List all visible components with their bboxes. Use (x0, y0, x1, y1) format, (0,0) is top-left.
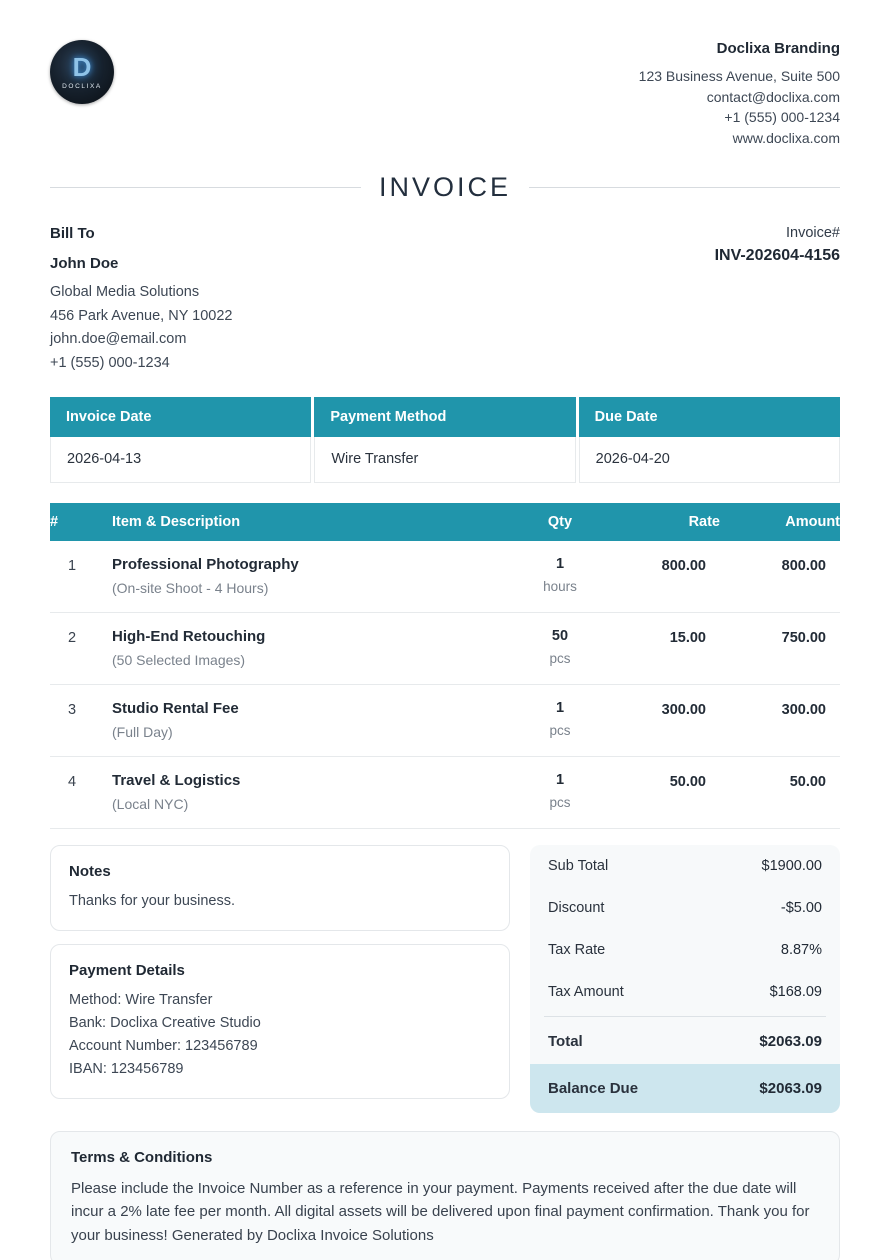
table-row (50, 685, 840, 757)
total-row (530, 1019, 840, 1064)
item-qty: 50 (551, 628, 569, 644)
bill-to-company: Global Media Solutions (50, 284, 200, 300)
item-qty-cell (505, 628, 615, 666)
table-row (50, 541, 840, 613)
company-info (639, 40, 840, 148)
tax-amount-row (530, 971, 840, 1013)
totals-divider (544, 1016, 826, 1017)
terms-title: Terms & Conditions (71, 1149, 213, 1166)
terms-panel (50, 1131, 840, 1260)
meta-value-payment-method: Wire Transfer (314, 437, 575, 483)
item-qty: 1 (555, 556, 565, 572)
item-amount: 800.00 (781, 558, 826, 574)
line-items-table (50, 503, 840, 829)
logo-d-icon: D (72, 52, 92, 82)
meta-value-due-date: 2026-04-20 (579, 437, 840, 483)
items-table-header (50, 503, 840, 541)
item-qty: 1 (555, 772, 565, 788)
payment-method-line: Method: Wire Transfer (69, 992, 213, 1008)
total-value: $2063.09 (759, 1033, 822, 1050)
tax-amount-value: $168.09 (769, 984, 822, 1000)
company-address: 123 Business Avenue, Suite 500 (638, 68, 840, 84)
item-name: Professional Photography (112, 556, 299, 573)
balance-due-value: $2063.09 (759, 1080, 822, 1097)
notes-panel (50, 845, 510, 931)
item-description-cell (112, 556, 505, 596)
discount-label: Discount (548, 900, 605, 916)
discount-row (530, 887, 840, 929)
item-unit: pcs (549, 651, 571, 666)
company-name: Doclixa Branding (716, 40, 840, 57)
item-rate: 50.00 (669, 774, 706, 790)
item-number: 1 (68, 558, 77, 574)
payment-details-title: Payment Details (69, 962, 185, 979)
company-email: contact@doclixa.com (706, 88, 840, 105)
invoice-number-block (715, 225, 840, 375)
title-row (50, 172, 840, 203)
total-label: Total (548, 1033, 583, 1050)
balance-due-label: Balance Due (548, 1080, 639, 1097)
title-rule-left (50, 187, 361, 188)
company-logo (50, 40, 114, 104)
item-desc: (On-site Shoot - 4 Hours) (112, 580, 269, 596)
item-number: 2 (68, 630, 77, 646)
item-name: High-End Retouching (112, 628, 266, 645)
item-qty-cell (505, 772, 615, 810)
item-name: Travel & Logistics (112, 772, 241, 789)
item-qty: 1 (555, 700, 565, 716)
notes-body: Thanks for your business. (69, 893, 236, 909)
header (50, 40, 840, 148)
item-unit: pcs (549, 795, 571, 810)
item-desc: (Local NYC) (112, 796, 189, 812)
item-unit: pcs (549, 723, 571, 738)
item-description-cell (112, 700, 505, 740)
logo-wordmark: DOCLIXA (62, 83, 102, 90)
bill-to-email: john.doe@email.com (50, 331, 187, 347)
totals-panel (530, 845, 840, 1113)
subtotal-label: Sub Total (548, 858, 609, 874)
payment-bank-line: Bank: Doclixa Creative Studio (69, 1015, 261, 1031)
payment-iban-line: IBAN: 123456789 (69, 1061, 184, 1077)
item-qty-cell (505, 700, 615, 738)
items-header-amount: Amount (785, 514, 840, 530)
invoice-meta-table (50, 397, 840, 483)
tax-amount-label: Tax Amount (548, 984, 624, 1000)
balance-due-row (530, 1064, 840, 1113)
item-description-cell (112, 772, 505, 812)
tax-rate-value: 8.87% (780, 942, 822, 958)
item-rate: 15.00 (669, 630, 706, 646)
item-amount: 50.00 (789, 774, 826, 790)
title-rule-right (529, 187, 840, 188)
terms-body: Please include the Invoice Number as a reference in your payment. Payments received after the due date will incur a 2% late fee per month. All digital assets will be delivered upon final payment confirmation. Thank you for your business! Generated by Doclixa Invoice Solutions (71, 1180, 810, 1244)
item-qty-cell (505, 556, 615, 594)
items-header-rate: Rate (688, 514, 720, 530)
subtotal-row (530, 845, 840, 887)
items-header-description: Item & Description (112, 514, 241, 530)
notes-title: Notes (69, 863, 111, 880)
item-rate: 300.00 (661, 702, 706, 718)
item-amount: 750.00 (781, 630, 826, 646)
payment-account-line: Account Number: 123456789 (69, 1038, 258, 1054)
invoice-number-value: INV-202604-4156 (714, 247, 840, 264)
tax-rate-row (530, 929, 840, 971)
item-number: 3 (68, 702, 77, 718)
tax-rate-label: Tax Rate (548, 942, 606, 958)
meta-value-invoice-date: 2026-04-13 (50, 437, 311, 483)
billing-row (50, 225, 840, 375)
item-number: 4 (68, 774, 77, 790)
meta-header-due-date: Due Date (579, 397, 840, 437)
bill-to-address: 456 Park Avenue, NY 10022 (50, 307, 233, 324)
company-website: www.doclixa.com (732, 129, 840, 146)
company-phone: +1 (555) 000-1234 (724, 109, 840, 125)
items-header-qty: Qty (547, 514, 573, 530)
subtotal-value: $1900.00 (761, 858, 822, 874)
meta-header-payment-method: Payment Method (314, 397, 575, 437)
item-unit: hours (543, 579, 577, 594)
meta-header-invoice-date: Invoice Date (50, 397, 311, 437)
item-desc: (Full Day) (112, 724, 173, 740)
discount-value: -$5.00 (780, 900, 822, 916)
item-rate: 800.00 (661, 558, 706, 574)
bill-to-name: John Doe (50, 255, 119, 272)
bill-to-phone: +1 (555) 000-1234 (50, 354, 170, 371)
invoice-number-label: Invoice# (785, 225, 840, 241)
item-description-cell (112, 628, 505, 668)
payment-details-panel (50, 944, 510, 1099)
bottom-left-column (50, 845, 510, 1113)
bill-to-label: Bill To (50, 225, 95, 242)
table-row (50, 613, 840, 685)
item-name: Studio Rental Fee (112, 700, 239, 717)
bottom-section (50, 845, 840, 1113)
page-title: INVOICE (378, 172, 512, 202)
item-desc: (50 Selected Images) (112, 652, 246, 668)
bill-to-block (50, 225, 232, 375)
items-header-num: # (50, 514, 59, 530)
table-row (50, 757, 840, 829)
item-amount: 300.00 (781, 702, 826, 718)
